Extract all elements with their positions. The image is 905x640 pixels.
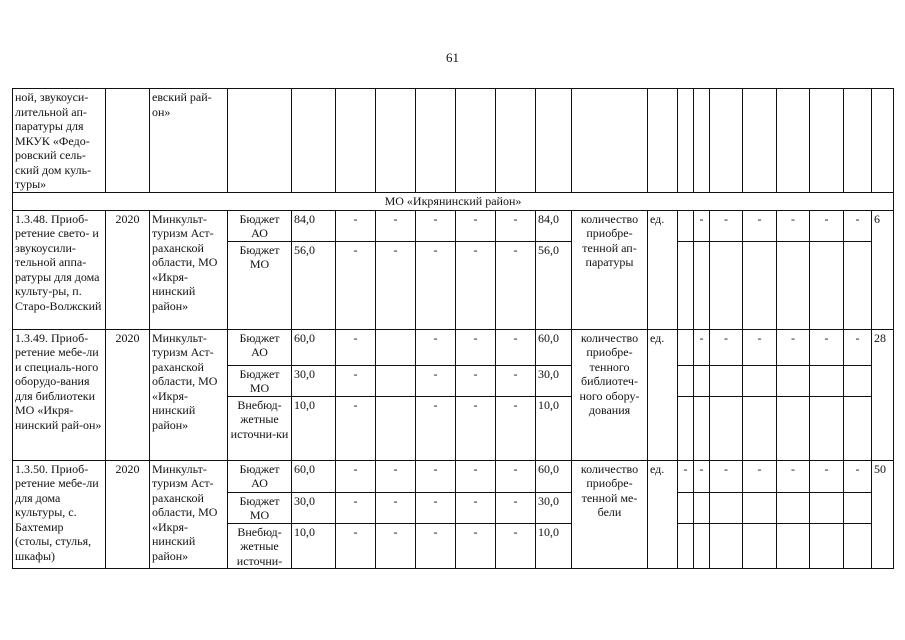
- total-amount-cell: 60,0: [292, 329, 336, 365]
- funding-source-cell: Бюджет МО: [228, 365, 292, 396]
- table-row: [13, 89, 894, 193]
- total-amount-cell: 10,0: [292, 523, 336, 569]
- indicator-cell: количество приобре-тенного библиотеч-ного обору-дования: [572, 329, 648, 460]
- table-row: 1.3.50. Приоб-ретение мебе-ли для дома культуры, с. Бахтемир (столы, стулья, шкафы) 2020 Минкульт-туризм Аст-раханской области, МО «Икря-нинский район» Бюджет АО 60,0 - - - - - 60,0 количество приобре-тенной ме-бели ед. - - - - - - - 50: [13, 460, 894, 492]
- activity-name-cell: 1.3.50. Приоб-ретение мебе-ли для дома культуры, с. Бахтемир (столы, стулья, шкафы): [13, 460, 106, 569]
- total-amount-cell: 10,0: [292, 396, 336, 460]
- year-amount-cell: 30,0: [536, 492, 572, 523]
- unit-cell: ед.: [648, 210, 678, 329]
- indicator-value-cell: 28: [872, 329, 894, 460]
- program-activities-table: [12, 88, 894, 569]
- indicator-cell: количество приобре-тенной ме-бели: [572, 460, 648, 569]
- table-row: Внебюд-жетные источни- 10,0 - - - - - 10,0: [13, 523, 894, 569]
- year-cell: 2020: [106, 460, 150, 569]
- total-amount-cell: 30,0: [292, 365, 336, 396]
- indicator-cell: количество приобре-тенной ап-паратуры: [572, 210, 648, 329]
- table-row: Внебюд-жетные источни-ки 10,0 - - - - 10,0: [13, 396, 894, 460]
- year-amount-cell: 56,0: [536, 241, 572, 329]
- page-number: 61: [446, 50, 459, 65]
- funding-source-cell: Бюджет МО: [228, 492, 292, 523]
- year-amount-cell: 60,0: [536, 329, 572, 365]
- year-amount-cell: 10,0: [536, 523, 572, 569]
- table-row: 1.3.49. Приоб-ретение мебе-ли и специаль-ного оборудо-вания для библиотеки МО «Икря-нинский рай-он» 2020 Минкульт-туризм Аст-раханской области, МО «Икря-нинский район» Бюджет АО 60,0 - - - - 60,0 количество приобре-тенного библиотеч-ного обору-дования ед. - - - - - - 28: [13, 329, 894, 365]
- year-amount-cell: 84,0: [536, 210, 572, 241]
- total-amount-cell: 56,0: [292, 241, 336, 329]
- section-title: МО «Икрянинский район»: [13, 192, 894, 210]
- total-amount-cell: 60,0: [292, 460, 336, 492]
- year-cell: 2020: [106, 210, 150, 329]
- table-row: Бюджет МО 30,0 - - - - - 30,0: [13, 492, 894, 523]
- funding-source-cell: Внебюд-жетные источни-: [228, 523, 292, 569]
- activity-name-cell: 1.3.48. Приоб-ретение свето- и звукоусили-тельной аппа-ратуры для дома культу-ры, п. Старо-Волжский: [13, 210, 106, 329]
- funding-source-cell: Бюджет АО: [228, 329, 292, 365]
- year-amount-cell: 30,0: [536, 365, 572, 396]
- indicator-value-cell: 6: [872, 210, 894, 329]
- year-cell: 2020: [106, 329, 150, 460]
- total-amount-cell: 30,0: [292, 492, 336, 523]
- indicator-value-cell: 50: [872, 460, 894, 569]
- unit-cell: ед.: [648, 460, 678, 569]
- activity-name-cell: 1.3.49. Приоб-ретение мебе-ли и специаль-ного оборудо-вания для библиотеки МО «Икря-нинский рай-он»: [13, 329, 106, 460]
- funding-source-cell: Внебюд-жетные источни-ки: [228, 396, 292, 460]
- year-amount-cell: 10,0: [536, 396, 572, 460]
- year-amount-cell: 60,0: [536, 460, 572, 492]
- section-header-row: [13, 192, 894, 210]
- unit-cell: ед.: [648, 329, 678, 460]
- executor-cell: Минкульт-туризм Аст-раханской области, МО «Икря-нинский район»: [150, 210, 228, 329]
- activity-name-cell: ной, звукоуси-лительной ап-паратуры для МКУК «Федо-ровский сель-ский дом куль-туры»: [13, 89, 106, 193]
- total-amount-cell: 84,0: [292, 210, 336, 241]
- funding-source-cell: Бюджет АО: [228, 460, 292, 492]
- executor-cell: Минкульт-туризм Аст-раханской области, МО «Икря-нинский район»: [150, 329, 228, 460]
- table-row: Бюджет МО 56,0 - - - - - 56,0: [13, 241, 894, 329]
- table-row: Бюджет МО 30,0 - - - - 30,0: [13, 365, 894, 396]
- executor-cell: евский рай-он»: [150, 89, 228, 193]
- funding-source-cell: Бюджет АО: [228, 210, 292, 241]
- executor-cell: Минкульт-туризм Аст-раханской области, МО «Икря-нинский район»: [150, 460, 228, 569]
- table-row: 1.3.48. Приоб-ретение свето- и звукоусили-тельной аппа-ратуры для дома культу-ры, п. Старо-Волжский 2020 Минкульт-туризм Аст-раханской области, МО «Икря-нинский район» Бюджет АО 84,0 - - - - - 84,0 количество приобре-тенной ап-паратуры ед. - - - - - - 6: [13, 210, 894, 241]
- funding-source-cell: Бюджет МО: [228, 241, 292, 329]
